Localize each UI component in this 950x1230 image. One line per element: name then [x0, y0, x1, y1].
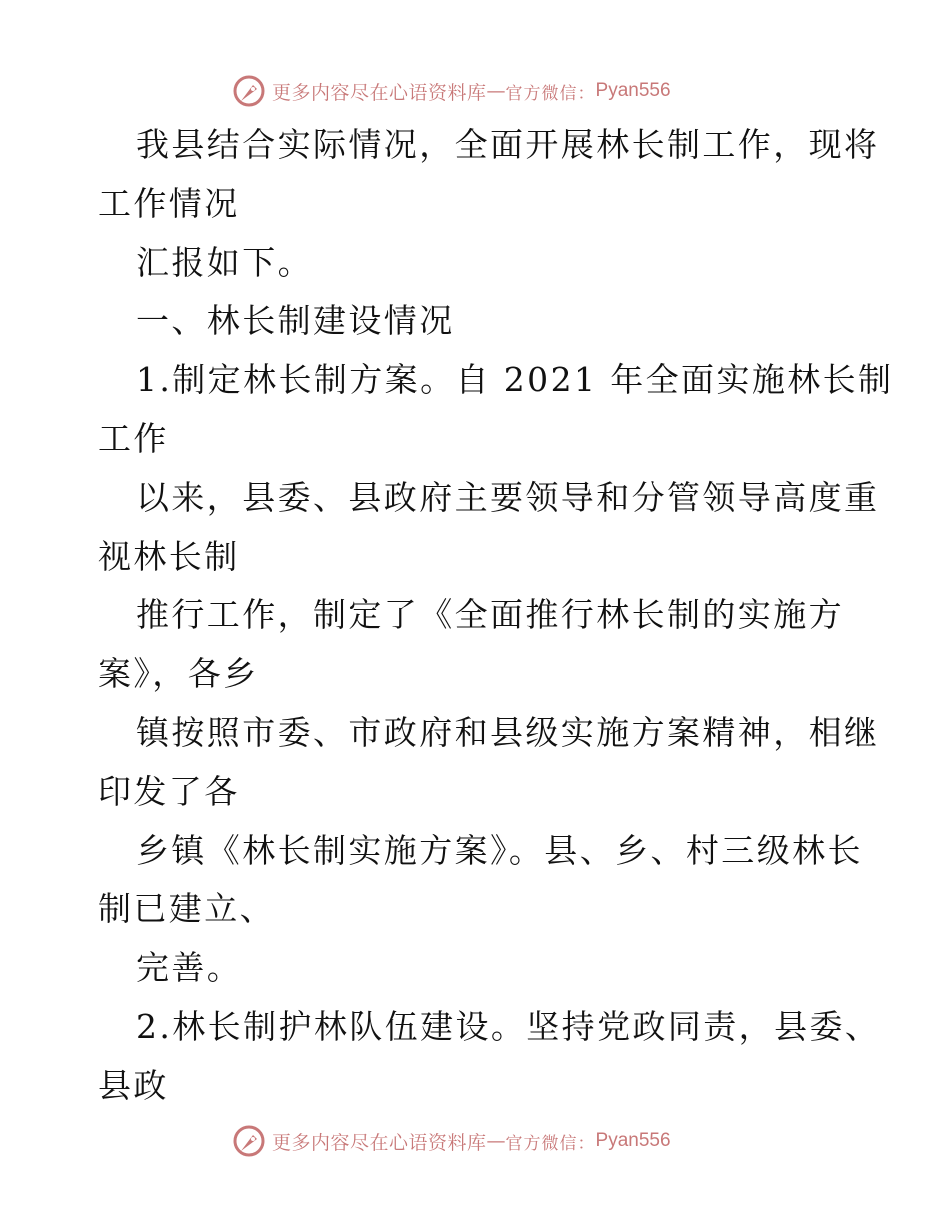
text-line: 工作 [98, 418, 169, 458]
watermark-sub-text: 官方微信： [505, 1133, 596, 1154]
text-line: 案》，各乡 [98, 654, 259, 694]
text-line: 2.林长制护林队伍建设。坚持党政同责，县委、 [136, 1006, 881, 1046]
text-line: 县政 [98, 1065, 169, 1105]
text-line: 视林长制 [98, 536, 240, 576]
text-line: 印发了各 [98, 771, 240, 811]
text-line: 一、林长制建设情况 [136, 301, 455, 341]
watermark-footer [232, 1124, 671, 1158]
watermark-site-text: 更多内容尽在心语资料库 [272, 1131, 487, 1154]
text-line: 乡镇《林长制实施方案》。县、乡、村三级林长 [136, 830, 863, 870]
watermark-header [232, 74, 671, 108]
watermark-dash: — [486, 80, 506, 102]
watermark-wechat-id: Pyan556 [595, 80, 671, 101]
text-line: 1.制定林长制方案。自 2021 年全面实施林长制 [136, 360, 894, 400]
text-line: 完善。 [136, 948, 243, 988]
watermark-sub-text: 官方微信： [505, 83, 596, 104]
text-line: 工作情况 [98, 183, 240, 223]
pen-nib-logo-icon [232, 1124, 266, 1158]
watermark-site-text: 更多内容尽在心语资料库 [272, 81, 487, 104]
watermark-dash: — [486, 1130, 506, 1152]
document-body [98, 116, 894, 1116]
watermark-wechat-id: Pyan556 [595, 1130, 671, 1151]
text-line: 以来，县委、县政府主要领导和分管领导高度重 [136, 477, 880, 517]
text-line: 推行工作，制定了《全面推行林长制的实施方 [136, 595, 844, 635]
text-line: 我县结合实际情况，全面开展林长制工作，现将 [136, 125, 880, 164]
text-line: 镇按照市委、市政府和县级实施方案精神，相继 [136, 712, 880, 752]
text-line: 汇报如下。 [136, 242, 313, 282]
text-line: 制已建立、 [98, 889, 275, 929]
pen-nib-logo-icon [232, 74, 266, 108]
